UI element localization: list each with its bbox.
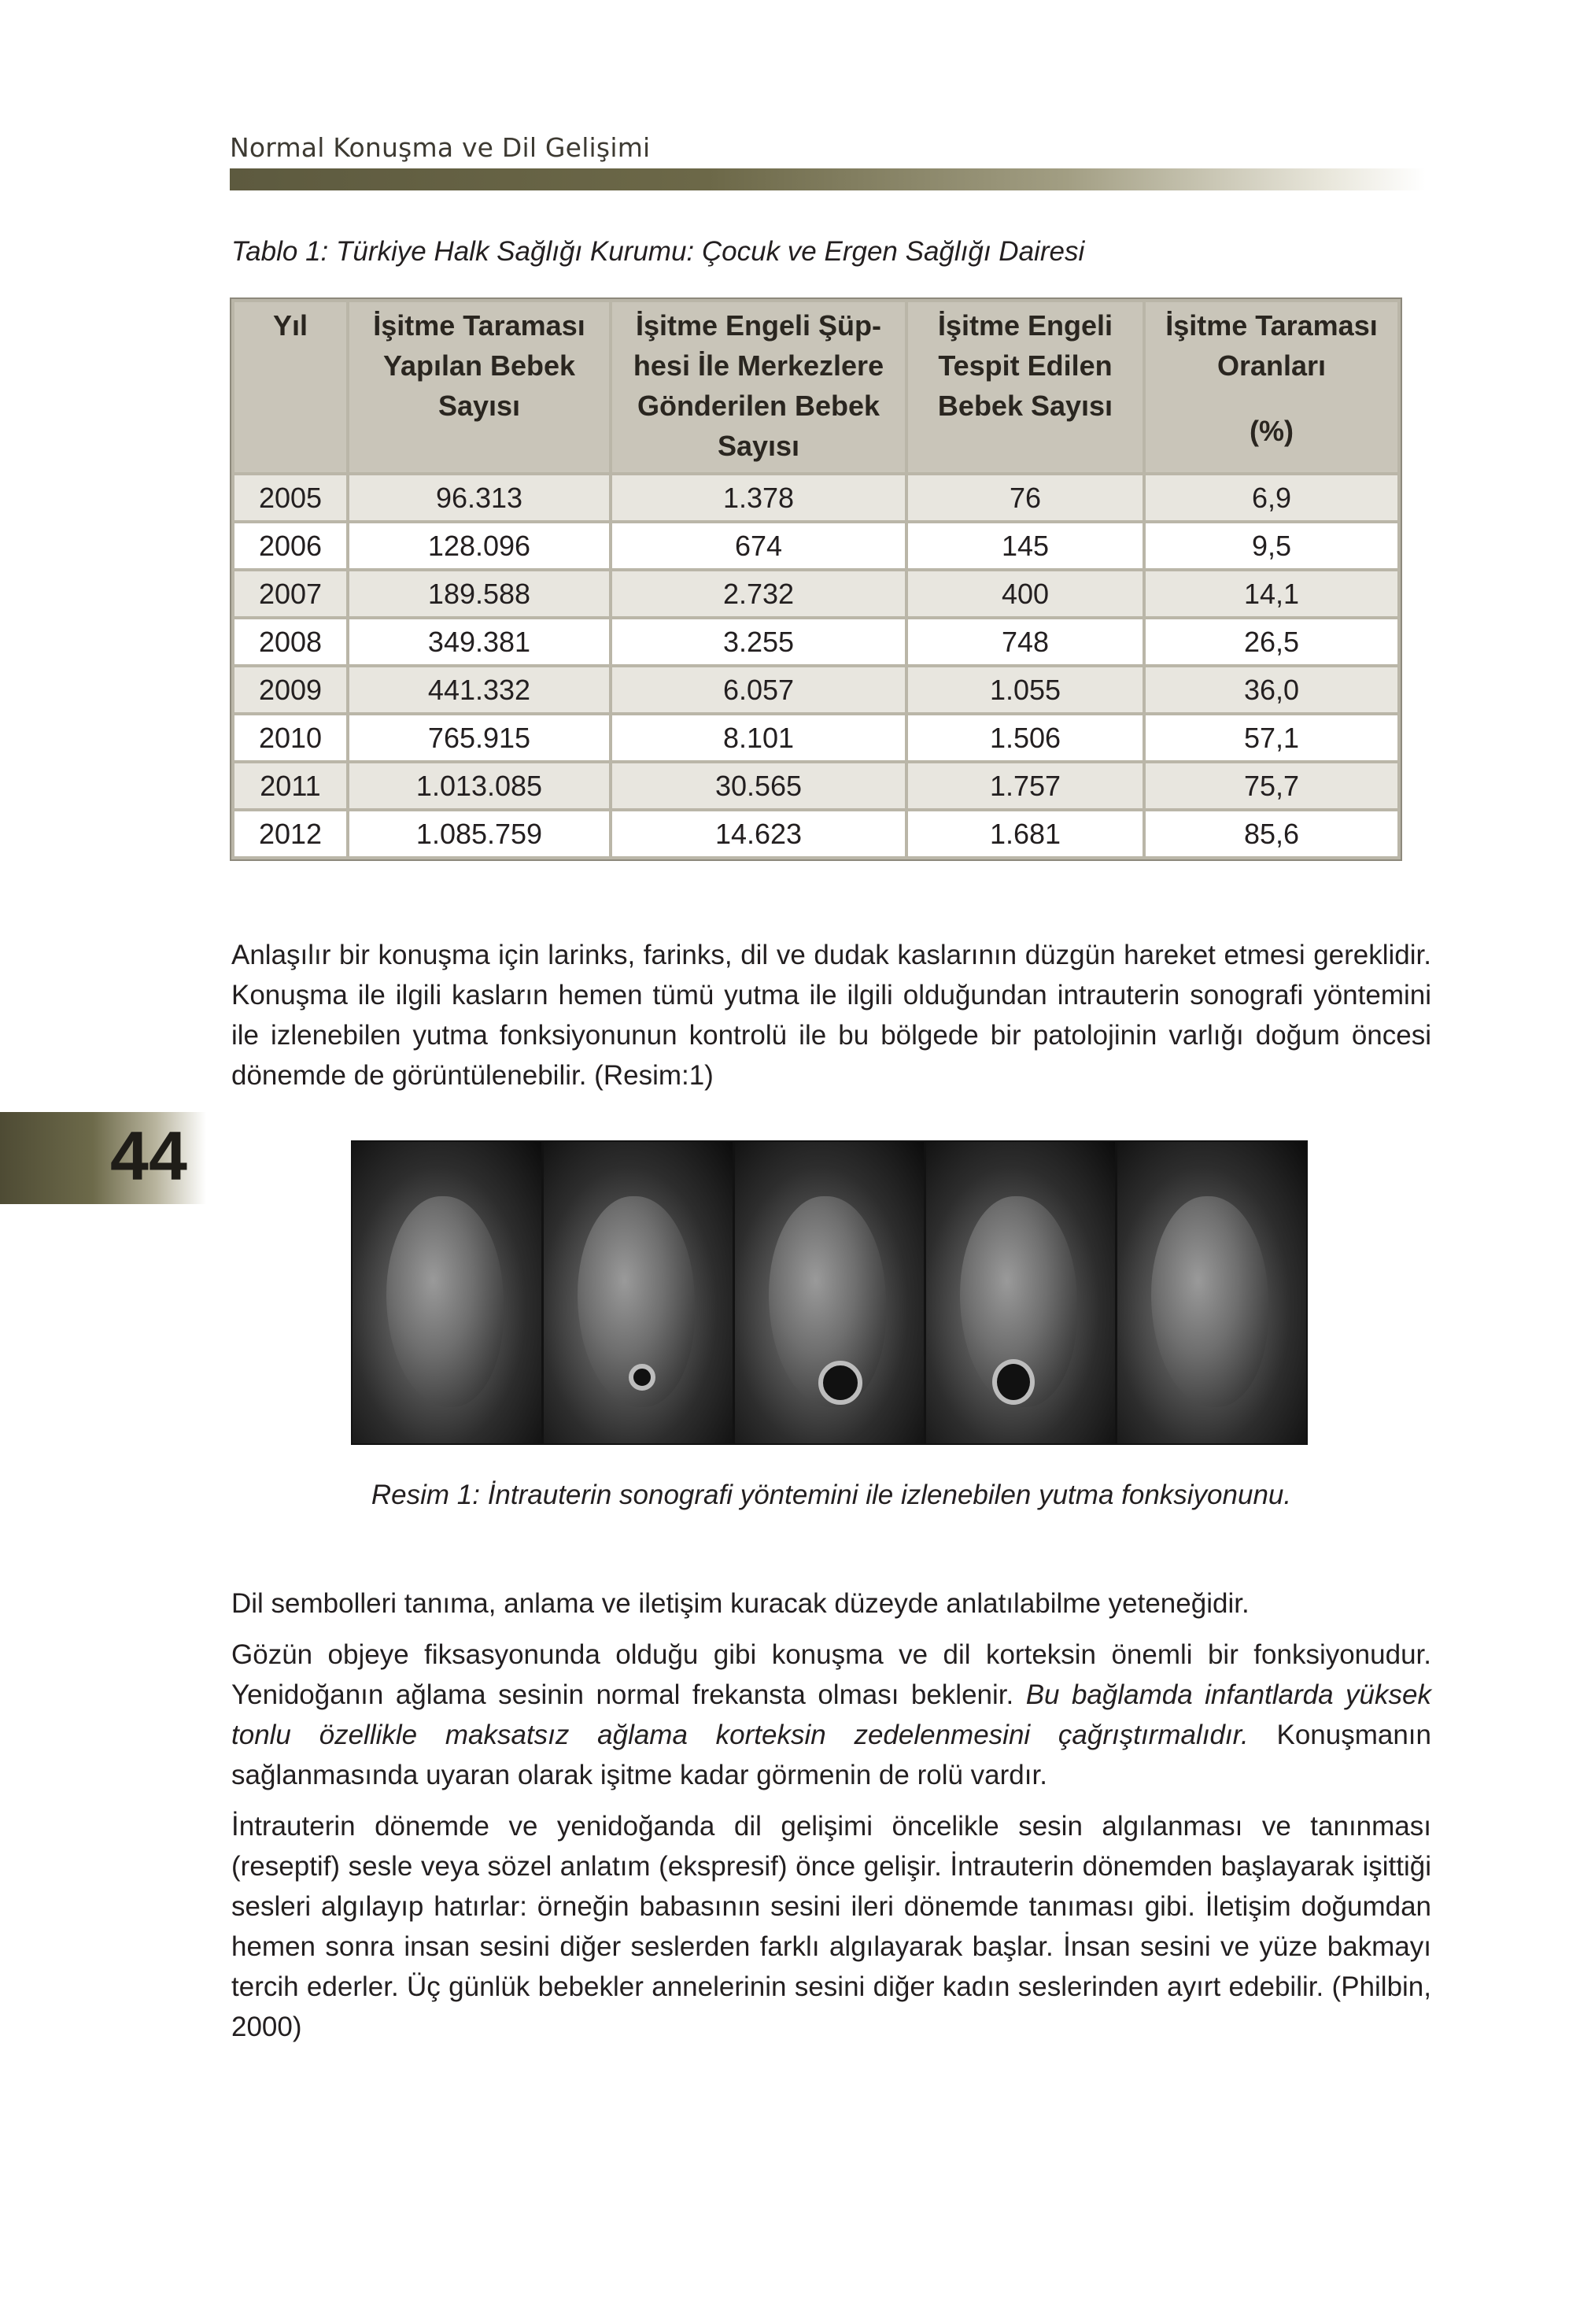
cell-screened: 96.313: [349, 475, 609, 520]
table-row: [234, 619, 1397, 664]
table-header-row: [234, 302, 1397, 472]
header-year: Yıl: [234, 302, 346, 472]
cell-detected: 1.757: [908, 763, 1143, 808]
paragraph-3: [231, 1635, 1431, 1795]
cell-year: 2008: [234, 619, 346, 664]
paragraph-2: Dil sembolleri tanıma, anlama ve iletişim kuracak düzeyde anlatılabilme yeteneğidir.: [231, 1588, 1250, 1619]
table-row: [234, 715, 1397, 760]
table-row: [234, 571, 1397, 616]
table-caption: Tablo 1: Türkiye Halk Sağlığı Kurumu: Çocuk ve Ergen Sağlığı Dairesi: [231, 236, 1085, 267]
paragraph-text: Anlaşılır bir konuşma için larinks, farinks, dil ve dudak kaslarının düzgün hareket etmesi gereklidir. Konuşma ile ilgili kasların hemen tümü yutma ile ilgili olduğundan intrauterin sonografi yöntemini ile izlenebilen yutma fonksiyonunun kontrolü ile bu bölgede bir patolojinin varlığı doğum öncesi dönemde de görüntülenebilir. (Resim:1): [231, 940, 1431, 1091]
cell-year: 2010: [234, 715, 346, 760]
cell-rate: 75,7: [1146, 763, 1397, 808]
cell-suspected: 8.101: [612, 715, 905, 760]
hearing-screening-table: [230, 297, 1402, 861]
table-row: [234, 811, 1397, 856]
running-head: Normal Konuşma ve Dil Gelişimi: [230, 132, 651, 163]
figure-caption: Resim 1: İntrauterin sonografi yöntemini ile izlenebilen yutma fonksiyonunu.: [371, 1480, 1292, 1510]
table-row: [234, 475, 1397, 520]
cell-detected: 400: [908, 571, 1143, 616]
cell-screened: 349.381: [349, 619, 609, 664]
header-detected: İşitme Engeli Tespit Edilen Bebek Sayısı: [908, 302, 1143, 472]
cell-screened: 765.915: [349, 715, 609, 760]
cell-suspected: 3.255: [612, 619, 905, 664]
ultrasound-frame-2: [544, 1142, 733, 1443]
paragraph-3-end: Konuşmanın sağlanmasında uyaran olarak işitme kadar görmenin de rolü vardır.: [231, 1720, 1431, 1790]
body-paragraph-1: [231, 935, 1431, 1107]
cell-year: 2007: [234, 571, 346, 616]
cell-detected: 145: [908, 523, 1143, 568]
ultrasound-figure: [351, 1140, 1308, 1445]
paragraph-3-italic: Bu bağlamda infantlarda yüksek tonlu özellikle maksatsız ağlama korteksin zedelenmesini çağrıştırmalıdır.: [231, 1679, 1431, 1750]
header-rate: İşitme Taraması Oranları (%): [1146, 302, 1397, 472]
fetal-face-shape: [1151, 1196, 1268, 1407]
cell-rate: 36,0: [1146, 667, 1397, 712]
cell-screened: 189.588: [349, 571, 609, 616]
cell-year: 2012: [234, 811, 346, 856]
cell-detected: 1.055: [908, 667, 1143, 712]
cell-screened: 1.085.759: [349, 811, 609, 856]
cell-year: 2009: [234, 667, 346, 712]
cell-screened: 1.013.085: [349, 763, 609, 808]
cell-screened: 128.096: [349, 523, 609, 568]
fetal-mouth-shape: [629, 1364, 655, 1391]
header-screened: İşitme Taraması Yapılan Bebek Sayısı: [349, 302, 609, 472]
fetal-mouth-shape: [992, 1359, 1035, 1405]
paragraph-4: İntrauterin dönemde ve yenidoğanda dil gelişimi öncelikle sesin algılanması ve tanınması (reseptif) sesle veya sözel anlatım (ekspresif) önce gelişir. İntrauterin dönemden başlayarak işittiği sesleri algılayıp hatırlar: örneğin babasının sesini ileri dönemde tanıması gibi. İletişim doğumdan hemen sonra insan sesini diğer seslerden farklı algılayarak başlar. İnsan sesini ve yüze bakmayı tercih ederler. Üç günlük bebekler annelerinin sesini diğer kadın seslerinden ayırt edebilir. (Philbin, 2000): [231, 1811, 1431, 2042]
paragraph-3-start: Gözün objeye fiksasyonunda olduğu gibi konuşma ve dil korteksin önemli bir fonksiyonudur. Yenidoğanın ağlama sesinin normal frekansta olması beklenir.: [231, 1639, 1431, 1710]
table-row: [234, 667, 1397, 712]
table-row: [234, 763, 1397, 808]
cell-screened: 441.332: [349, 667, 609, 712]
fetal-mouth-shape: [818, 1361, 862, 1405]
cell-suspected: 674: [612, 523, 905, 568]
ultrasound-frame-5: [1117, 1142, 1306, 1443]
cell-suspected: 14.623: [612, 811, 905, 856]
cell-rate: 57,1: [1146, 715, 1397, 760]
cell-detected: 748: [908, 619, 1143, 664]
cell-rate: 6,9: [1146, 475, 1397, 520]
cell-rate: 85,6: [1146, 811, 1397, 856]
cell-detected: 76: [908, 475, 1143, 520]
cell-detected: 1.681: [908, 811, 1143, 856]
ultrasound-frame-3: [735, 1142, 924, 1443]
header-suspected: İşitme Engeli Şüp- hesi İle Merkezlere Gönderilen Bebek Sayısı: [612, 302, 905, 472]
cell-year: 2011: [234, 763, 346, 808]
cell-rate: 26,5: [1146, 619, 1397, 664]
cell-suspected: 6.057: [612, 667, 905, 712]
cell-suspected: 1.378: [612, 475, 905, 520]
cell-suspected: 30.565: [612, 763, 905, 808]
table-row: [234, 523, 1397, 568]
body-text-block: [231, 1583, 1431, 2058]
ultrasound-frame-1: [353, 1142, 541, 1443]
cell-year: 2005: [234, 475, 346, 520]
cell-detected: 1.506: [908, 715, 1143, 760]
cell-rate: 14,1: [1146, 571, 1397, 616]
cell-year: 2006: [234, 523, 346, 568]
page-number: 44: [110, 1117, 187, 1195]
cell-suspected: 2.732: [612, 571, 905, 616]
cell-rate: 9,5: [1146, 523, 1397, 568]
ultrasound-frame-4: [926, 1142, 1115, 1443]
header-rule: [230, 168, 1426, 190]
fetal-face-shape: [386, 1196, 504, 1407]
